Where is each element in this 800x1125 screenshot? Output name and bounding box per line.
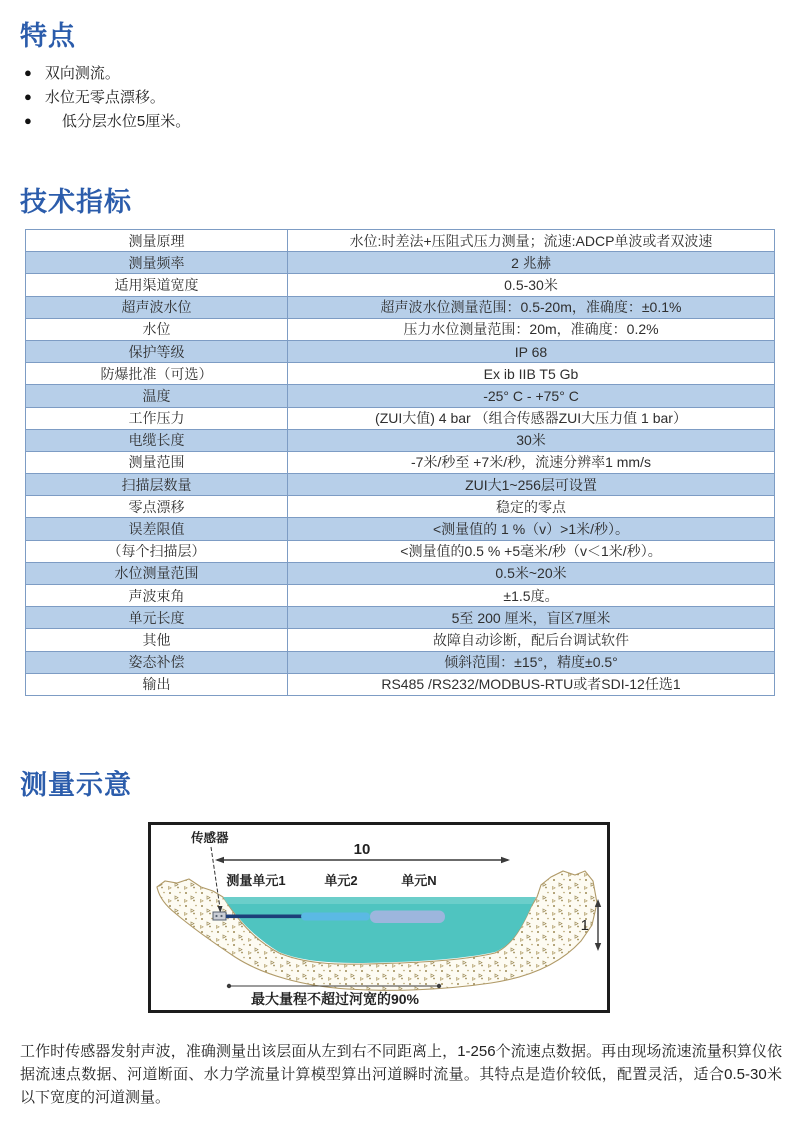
- sensor-label: 传感器: [191, 831, 229, 845]
- spec-row: [26, 673, 775, 695]
- feature-text: 低分层水位5厘米。: [61, 112, 191, 130]
- bullet-icon: ●: [24, 88, 32, 104]
- spec-label: 误差限值: [26, 518, 288, 540]
- spec-label: 防爆批准（可选）: [26, 363, 288, 385]
- spec-label: 适用渠道宽度: [26, 274, 288, 296]
- spec-row: [26, 540, 775, 562]
- spec-value: IP 68: [288, 340, 775, 362]
- spec-row: [26, 340, 775, 362]
- spec-label: 工作压力: [26, 407, 288, 429]
- spec-row: [26, 385, 775, 407]
- spec-row: [26, 451, 775, 473]
- diagram-heading: 测量示意: [20, 770, 132, 800]
- feature-text: 水位无零点漂移。: [44, 88, 165, 106]
- spec-value: Ex ib IIB T5 Gb: [288, 363, 775, 385]
- spec-row: [26, 518, 775, 540]
- feature-text: 双向测流。: [44, 64, 120, 82]
- spec-label: 水位: [26, 318, 288, 340]
- spec-row: [26, 474, 775, 496]
- depth-dimension: [595, 899, 601, 951]
- unit1-label: 测量单元1: [226, 873, 286, 888]
- spec-label: 水位测量范围: [26, 562, 288, 584]
- spec-value: ±1.5度。: [288, 585, 775, 607]
- spec-label: 电缆长度: [26, 429, 288, 451]
- feature-item: [24, 84, 190, 108]
- spec-value: 5至 200 厘米，盲区7厘米: [288, 607, 775, 629]
- spec-value: 0.5-30米: [288, 274, 775, 296]
- spec-value: 压力水位测量范围：20m，准确度：0.2%: [288, 318, 775, 340]
- spec-label: 其他: [26, 629, 288, 651]
- features-heading: 特点: [20, 21, 76, 51]
- feature-item: [24, 60, 190, 84]
- spec-label: 测量范围: [26, 451, 288, 473]
- spec-value: 故障自动诊断，配后台调试软件: [288, 629, 775, 651]
- specs-table: [25, 229, 775, 696]
- spec-value: RS485 /RS232/MODBUS-RTU或者SDI-12任选1: [288, 673, 775, 695]
- spec-row: [26, 230, 775, 252]
- spec-value: 30米: [288, 429, 775, 451]
- spec-row: [26, 318, 775, 340]
- river-cross-section-figure: [151, 825, 607, 1010]
- spec-value: ZUI大1~256层可设置: [288, 474, 775, 496]
- spec-label: 姿态补偿: [26, 651, 288, 673]
- width-dim-label: 10: [353, 841, 371, 858]
- spec-value: 超声波水位测量范围：0.5-20m，准确度：±0.1%: [288, 296, 775, 318]
- spec-label: 声波束角: [26, 585, 288, 607]
- spec-row: [26, 607, 775, 629]
- spec-row: [26, 651, 775, 673]
- spec-row: [26, 296, 775, 318]
- spec-row: [26, 274, 775, 296]
- bullet-icon: ●: [24, 112, 32, 128]
- spec-value: 2 兆赫: [288, 252, 775, 274]
- spec-value: 稳定的零点: [288, 496, 775, 518]
- spec-value: -25° C - +75° C: [288, 385, 775, 407]
- spec-label: （每个扫描层）: [26, 540, 288, 562]
- sensor-icon: [213, 912, 226, 920]
- spec-value: 水位:时差法+压阻式压力测量；流速:ADCP单波或者双波速: [288, 230, 775, 252]
- measurement-diagram: [148, 822, 610, 1013]
- unit2-label: 单元2: [324, 873, 358, 888]
- spec-row: [26, 429, 775, 451]
- spec-label: 测量原理: [26, 230, 288, 252]
- spec-label: 超声波水位: [26, 296, 288, 318]
- spec-row: [26, 363, 775, 385]
- spec-label: 单元长度: [26, 607, 288, 629]
- specs-heading: 技术指标: [20, 187, 132, 217]
- feature-item: [24, 108, 190, 132]
- spec-value: <测量值的 1 %（v）>1米/秒）。: [288, 518, 775, 540]
- beam-mid: [301, 913, 370, 921]
- spec-label: 零点漂移: [26, 496, 288, 518]
- depth-dim-label: 1: [580, 917, 589, 934]
- features-list: [24, 60, 190, 132]
- range-note-label: 最大量程不超过河宽的90%: [250, 991, 420, 1007]
- spec-value: 倾斜范围：±15°，精度±0.5°: [288, 651, 775, 673]
- spec-row: [26, 585, 775, 607]
- spec-label: 输出: [26, 673, 288, 695]
- spec-label: 温度: [26, 385, 288, 407]
- spec-value: (ZUI大值) 4 bar （组合传感器ZUI大压力值 1 bar）: [288, 407, 775, 429]
- spec-label: 测量频率: [26, 252, 288, 274]
- spec-row: [26, 562, 775, 584]
- spec-label: 扫描层数量: [26, 474, 288, 496]
- bullet-icon: ●: [24, 64, 32, 80]
- beam-far: [370, 911, 445, 924]
- spec-row: [26, 407, 775, 429]
- beam-near: [226, 915, 302, 919]
- unitN-label: 单元N: [401, 873, 437, 888]
- spec-row: [26, 629, 775, 651]
- spec-row: [26, 252, 775, 274]
- spec-value: -7米/秒至 +7米/秒，流速分辨率1 mm/s: [288, 451, 775, 473]
- spec-label: 保护等级: [26, 340, 288, 362]
- spec-row: [26, 496, 775, 518]
- spec-value: <测量值的0.5 % +5毫米/秒（v＜1米/秒）。: [288, 540, 775, 562]
- spec-value: 0.5米~20米: [288, 562, 775, 584]
- description-paragraph: 工作时传感器发射声波，准确测量出该层面从左到右不同距离上，1-256个流速点数据。再由现场流速流量积算仪依据流速点数据、河道断面、水力学流量计算模型算出河道瞬时流量。其特点是造价较低，配置灵活，适合0.5-30米以下宽度的河道测量。: [20, 1043, 782, 1106]
